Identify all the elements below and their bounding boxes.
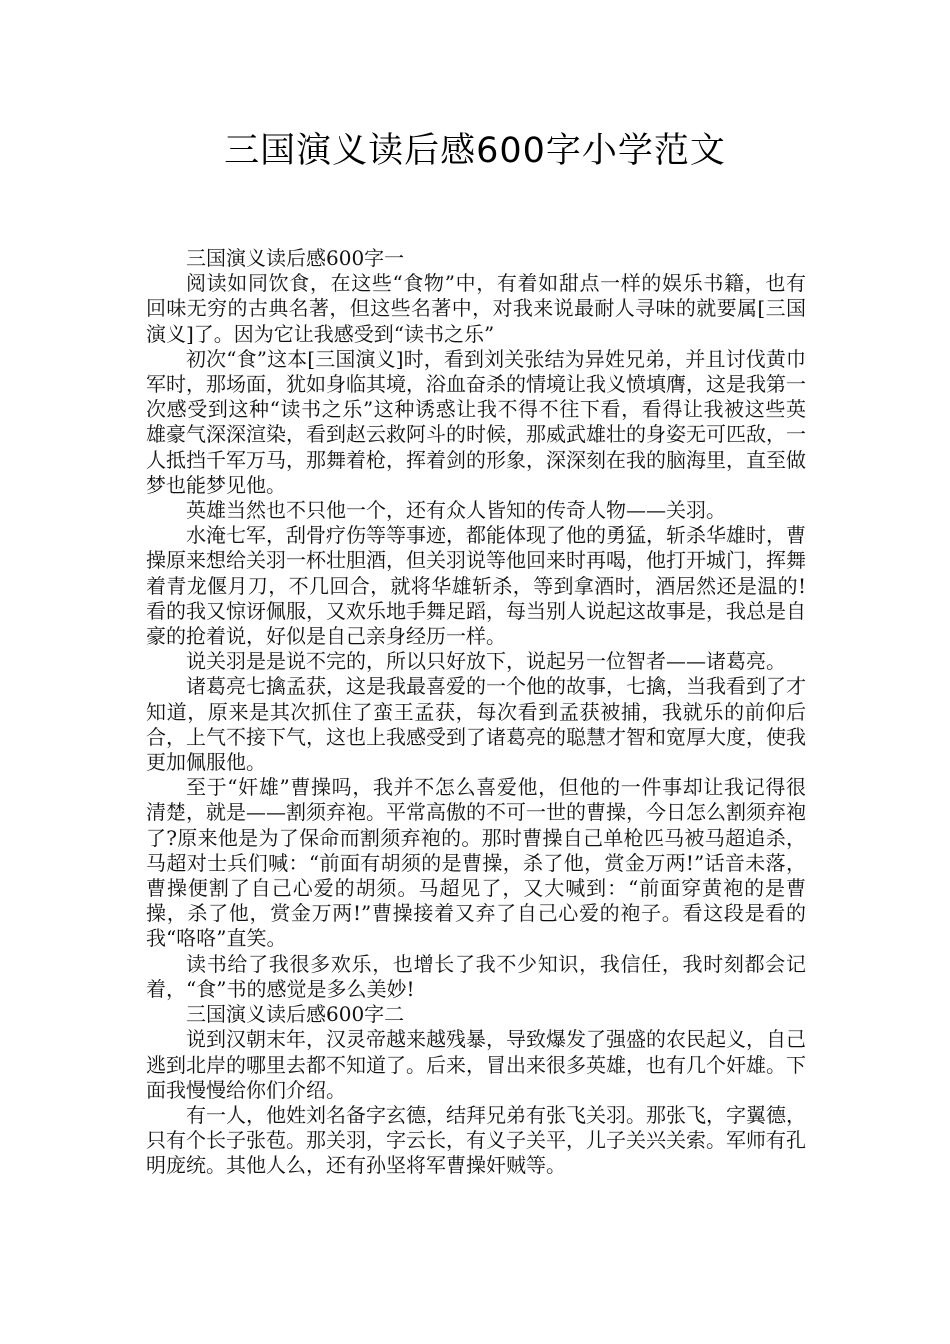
document-body xyxy=(146,246,806,1179)
paragraph: 初次“食”这本[三国演义]时，看到刘关张结为异姓兄弟，并且讨伐黄巾军时，那场面，犹如身临其境，浴血奋杀的情境让我义愤填膺，这是我第一次感受到这种“读书之乐”这种诱惑让我不得不往下看，看得让我被这些英雄豪气深深渲染，看到赵云救阿斗的时候，那威武雄壮的身姿无可匹敌，一人抵挡千军万马，那舞着枪，挥着剑的形象，深深刻在我的脑海里，直至做梦也能梦见他。 xyxy=(146,346,806,497)
paragraph: 说到汉朝末年，汉灵帝越来越残暴，导致爆发了强盛的农民起义，自己逃到北岸的哪里去都不知道了。后来，冒出来很多英雄，也有几个奸雄。下面我慢慢给你们介绍。 xyxy=(146,1027,806,1102)
paragraph: 三国演义读后感600字二 xyxy=(186,1002,405,1027)
paragraph: 诸葛亮七擒孟获，这是我最喜爱的一个他的故事，七擒，当我看到了才知道，原来是其次抓住了蛮王孟获，每次看到孟获被捕，我就乐的前仰后合，上气不接下气，这也上我感受到了诸葛亮的聪慧才智和宽厚大度，使我更加佩服他。 xyxy=(146,674,806,775)
paragraph: 水淹七军，刮骨疗伤等等事迹，都能体现了他的勇猛，斩杀华雄时，曹操原来想给关羽一杯壮胆酒，但关羽说等他回来时再喝，他打开城门，挥舞着青龙偃月刀，不几回合，就将华雄斩杀，等到拿酒时，酒居然还是温的!看的我又惊讶佩服，又欢乐地手舞足蹈，每当别人说起这故事是，我总是自豪的抢着说，好似是自己亲身经历一样。 xyxy=(146,523,806,649)
paragraph: 至于“奸雄”曹操吗，我并不怎么喜爱他，但他的一件事却让我记得很清楚，就是——割须弃袍。平常高傲的不可一世的曹操，今日怎么割须弃袍了?原来他是为了保命而割须弃袍的。那时曹操自己单枪匹马被马超追杀，马超对士兵们喊：“前面有胡须的是曹操，杀了他，赏金万两!”话音未落，曹操便割了自己心爱的胡须。马超见了，又大喊到：“前面穿黄袍的是曹操，杀了他，赏金万两!”曹操接着又弃了自己心爱的袍子。看这段是看的我“咯咯”直笑。 xyxy=(146,775,806,951)
paragraph: 三国演义读后感600字一 xyxy=(186,246,405,270)
document-title: 三国演义读后感600字小学范文 xyxy=(224,131,726,171)
paragraph: 说关羽是是说不完的，所以只好放下，说起另一位智者——诸葛亮。 xyxy=(186,649,786,674)
paragraph: 阅读如同饮食，在这些“食物”中，有着如甜点一样的娱乐书籍，也有回味无穷的古典名著，但这些名著中，对我来说最耐人寻味的就要属[三国演义]了。因为它让我感受到“读书之乐” xyxy=(146,271,806,346)
paragraph: 读书给了我很多欢乐，也增长了我不少知识，我信任，我时刻都会记着，“食”书的感觉是多么美妙! xyxy=(146,951,806,1001)
paragraph: 英雄当然也不只他一个，还有众人皆知的传奇人物——关羽。 xyxy=(186,498,726,523)
paragraph: 有一人，他姓刘名备字玄德，结拜兄弟有张飞关羽。那张飞，字翼德，只有个长子张苞。那关羽，字云长，有义子关平，儿子关兴关索。军师有孔明庞统。其他人么，还有孙坚将军曹操奸贼等。 xyxy=(146,1102,806,1178)
